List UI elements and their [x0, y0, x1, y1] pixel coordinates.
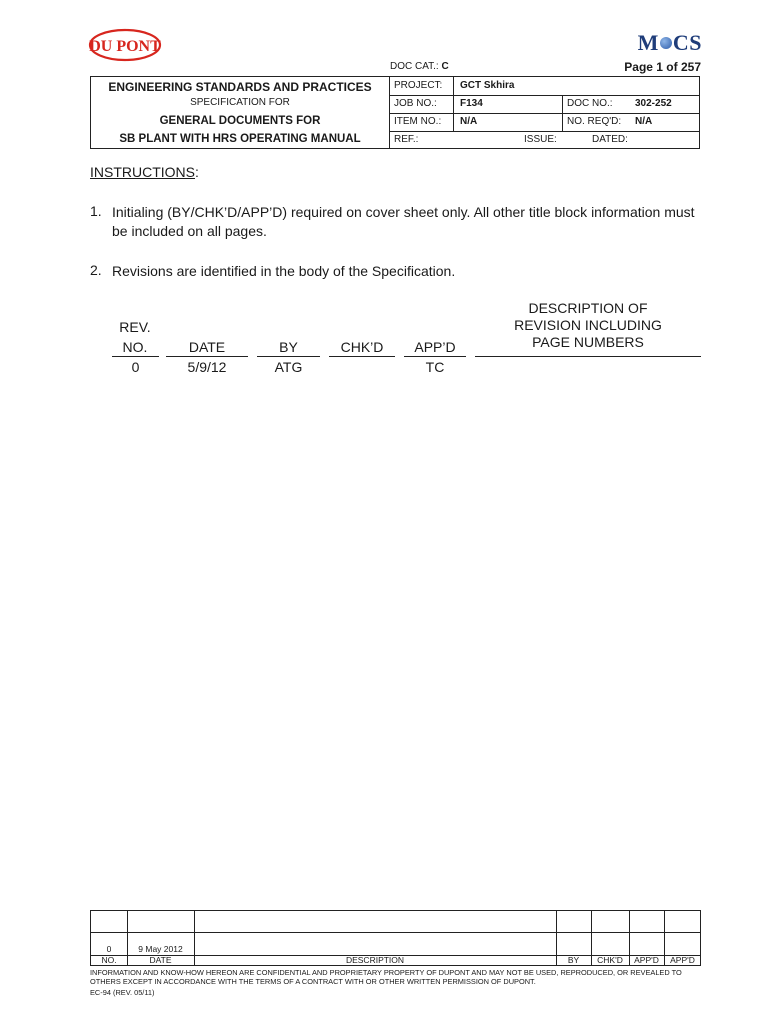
item-value: N/A [460, 116, 478, 127]
footer-appd-header-2: APP'D [670, 955, 695, 965]
instruction-2-text: Revisions are identified in the body of the Specification. [112, 263, 456, 279]
chkd-header: CHK’D [340, 339, 384, 355]
title-block-left [91, 77, 390, 148]
doc-no-label: DOC NO.: [567, 98, 613, 109]
footer-date-header: DATE [149, 955, 172, 965]
dupont-logo [88, 28, 162, 62]
revision-row-appd: TC [425, 359, 445, 375]
doc-no-value: 302-252 [635, 98, 672, 109]
job-label: JOB NO.: [394, 98, 437, 109]
job-value: F134 [460, 98, 483, 109]
footer-description-header: DESCRIPTION [345, 955, 405, 965]
footer-row-date: 9 May 2012 [138, 944, 183, 954]
title-block [90, 76, 700, 149]
no-reqd-label: NO. REQ'D: [567, 116, 622, 127]
project-label: PROJECT: [394, 80, 443, 91]
revision-row-no: 0 [131, 359, 140, 375]
doc-cat-label: DOC CAT.: [390, 61, 439, 72]
rev-header-line1: REV. [119, 319, 151, 335]
revision-row-date: 5/9/12 [187, 359, 227, 375]
form-id: EC-94 (REV. 05/11) [90, 988, 155, 997]
footer-chkd-header: CHK'D [597, 955, 623, 965]
dupont-logo-text: DU PONT [89, 38, 161, 55]
instruction-1-text: Initialing (BY/CHK’D/APP’D) required on cover sheet only. All other title block information must be included on all pages. [112, 204, 695, 239]
document-title-line2: SB PLANT WITH HRS OPERATING MANUAL [119, 133, 361, 145]
mecs-logo: M CS [637, 30, 702, 55]
item-row [390, 113, 700, 132]
date-header: DATE [188, 339, 226, 355]
project-row [390, 77, 700, 96]
standards-title: ENGINEERING STANDARDS AND PRACTICES [108, 80, 372, 94]
document-title-line1: GENERAL DOCUMENTS FOR [159, 115, 321, 127]
footer-no-header: NO. [101, 955, 117, 965]
description-header: DESCRIPTION OF REVISION INCLUDING PAGE NUMBERS [514, 300, 662, 350]
ref-label: REF.: [394, 134, 419, 145]
doc-cat-value: C [441, 61, 449, 72]
ref-row [390, 131, 700, 149]
instructions-heading: INSTRUCTIONS: [90, 164, 199, 180]
appd-header: APP’D [414, 339, 456, 355]
item-label: ITEM NO.: [394, 116, 442, 127]
instruction-2-number: 2. [90, 262, 102, 278]
instruction-1-number: 1. [90, 203, 102, 219]
spec-for-label: SPECIFICATION FOR [190, 97, 290, 108]
no-reqd-value: N/A [635, 116, 653, 127]
revision-row-by: ATG [274, 359, 303, 375]
globe-icon [660, 37, 672, 49]
rev-no-header: NO. [122, 339, 148, 355]
footer-appd-header-1: APP'D [634, 955, 659, 965]
doc-category [390, 61, 449, 72]
footer-revision-block [90, 910, 701, 966]
dated-label: DATED: [592, 134, 628, 145]
page-number: Page 1 of 257 [624, 60, 701, 74]
issue-label: ISSUE: [524, 134, 557, 145]
job-row [390, 95, 700, 114]
footer-by-header: BY [567, 955, 580, 965]
footer-row-no: 0 [106, 944, 112, 954]
by-header: BY [279, 339, 298, 355]
confidentiality-notice: INFORMATION AND KNOW-HOW HEREON ARE CONFIDENTIAL AND PROPRIETARY PROPERTY OF DUPONT AND MAY NOT BE USED, REPRODUCED, OR REVEALED TO OTHERS EXCEPT IN ACCORDANCE WITH THE TERMS OF A CONTRACT WITH OR OTHER WRITTEN PERMISSION OF DUPONT. [90, 968, 682, 986]
project-value: GCT Skhira [460, 80, 515, 91]
